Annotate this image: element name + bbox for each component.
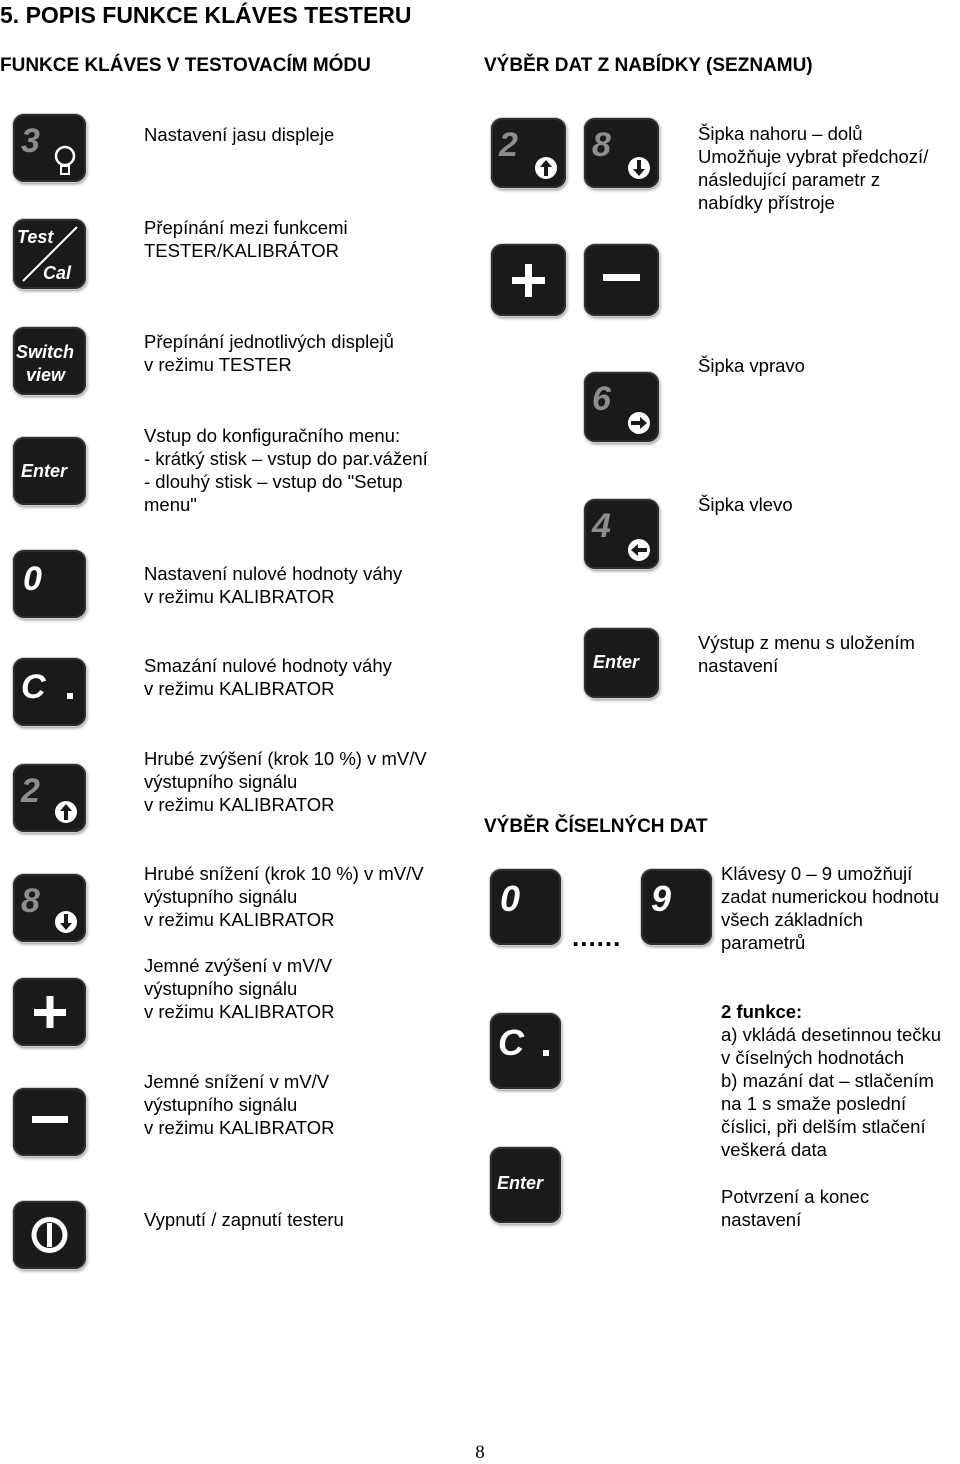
key-c-dot-icon [490,1013,561,1089]
svg-text:9: 9 [651,878,672,919]
right-section-heading: VÝBĚR DAT Z NABÍDKY (SEZNAMU) [484,55,813,76]
minus-key-icon [584,244,659,316]
key-c-dot-icon [13,658,86,726]
power-key-icon [13,1201,86,1269]
zero-clear-description: Smazání nulové hodnoty váhy v režimu KALIBRATOR [144,655,392,699]
key-3-brightness-icon [13,114,86,182]
enter-config-description: Vstup do konfiguračního menu: - krátký stisk – vstup do par.vážení - dlouhý stisk – vstup do "Setup menu" [144,425,428,515]
svg-text:8: 8 [592,126,611,164]
key-8-down-arrow-icon [584,118,659,188]
test-cal-description: Přepínání mezi funkcemi TESTER/KALIBRÁTOR [144,217,348,261]
key-0-icon [490,869,561,945]
svg-text:0: 0 [500,878,521,919]
svg-text:4: 4 [592,507,611,545]
key-6-right-arrow-icon [584,372,659,442]
plus-key-icon [491,244,566,316]
right-arrow-description: Šipka vpravo [698,355,805,376]
key-4-left-arrow-icon [584,499,659,569]
fine-decrease-description: Jemné snížení v mV/V výstupního signálu v režimu KALIBRATOR [144,1071,335,1138]
key-9-icon [641,869,712,945]
svg-text:8: 8 [21,882,40,920]
numeric-section-heading: VÝBĚR ČÍSELNÝCH DAT [484,816,708,837]
power-description: Vypnutí / zapnutí testeru [144,1209,344,1230]
enter-key-icon [490,1147,561,1223]
test-cal-key-icon [13,219,86,289]
svg-text:0: 0 [23,560,42,598]
svg-text:2: 2 [21,772,40,810]
c-key-functions-description: a) vkládá desetinnou tečku v číselných hodnotách b) mazání dat – stlačením na 1 s smaže poslední číslici, při delším stlačení veškerá data [721,1024,942,1160]
page-number: 8 [475,1442,485,1463]
key-2-up-arrow-icon [491,118,566,188]
confirm-description: Potvrzení a konec nastavení [721,1186,870,1230]
menu-exit-description: Výstup z menu s uložením nastavení [698,632,915,676]
svg-text:6: 6 [592,380,611,418]
zero-set-description: Nastavení nulové hodnoty váhy v režimu KALIBRATOR [144,563,403,607]
key-range-dots: ...... [572,922,622,952]
coarse-decrease-description: Hrubé snížení (krok 10 %) v mV/V výstupního signálu v režimu KALIBRATOR [144,863,424,930]
svg-text:Enter: Enter [21,461,68,481]
plus-key-icon [13,978,86,1046]
svg-text:Switch: Switch [16,342,75,362]
svg-text:Enter: Enter [497,1173,544,1193]
switch-view-key-icon [13,327,86,395]
coarse-increase-description: Hrubé zvýšení (krok 10 %) v mV/V výstupního signálu v režimu KALIBRATOR [144,748,427,815]
svg-text:3: 3 [21,122,40,160]
up-down-arrow-description: Šipka nahoru – dolů Umožňuje vybrat předchozí/ následující parametr z nabídky přístroje [698,123,929,213]
svg-text:Cal: Cal [43,263,72,283]
svg-text:Test: Test [17,227,54,247]
minus-key-icon [13,1088,86,1156]
fine-increase-description: Jemné zvýšení v mV/V výstupního signálu v režimu KALIBRATOR [144,955,335,1022]
svg-text:2: 2 [499,126,518,164]
enter-key-icon [13,437,86,505]
key-0-icon [13,550,86,618]
svg-text:C: C [498,1022,524,1063]
key-8-down-arrow-icon [13,874,86,942]
c-key-functions-title: 2 funkce: [721,1001,803,1022]
brightness-description: Nastavení jasu displeje [144,124,335,145]
key-2-up-arrow-icon [13,764,86,832]
page-title: 5. POPIS FUNKCE KLÁVES TESTERU [0,2,412,28]
left-arrow-description: Šipka vlevo [698,494,793,515]
switch-view-description: Přepínání jednotlivých displejů v režimu TESTER [144,331,394,375]
left-section-heading: FUNKCE KLÁVES V TESTOVACÍM MÓDU [0,55,371,76]
enter-key-icon [584,628,659,698]
svg-text:Enter: Enter [593,652,640,672]
svg-text:C: C [21,668,46,706]
numeric-keys-description: Klávesy 0 – 9 umožňují zadat numerickou hodnotu všech základních parametrů [721,863,940,953]
svg-text:view: view [26,365,66,385]
